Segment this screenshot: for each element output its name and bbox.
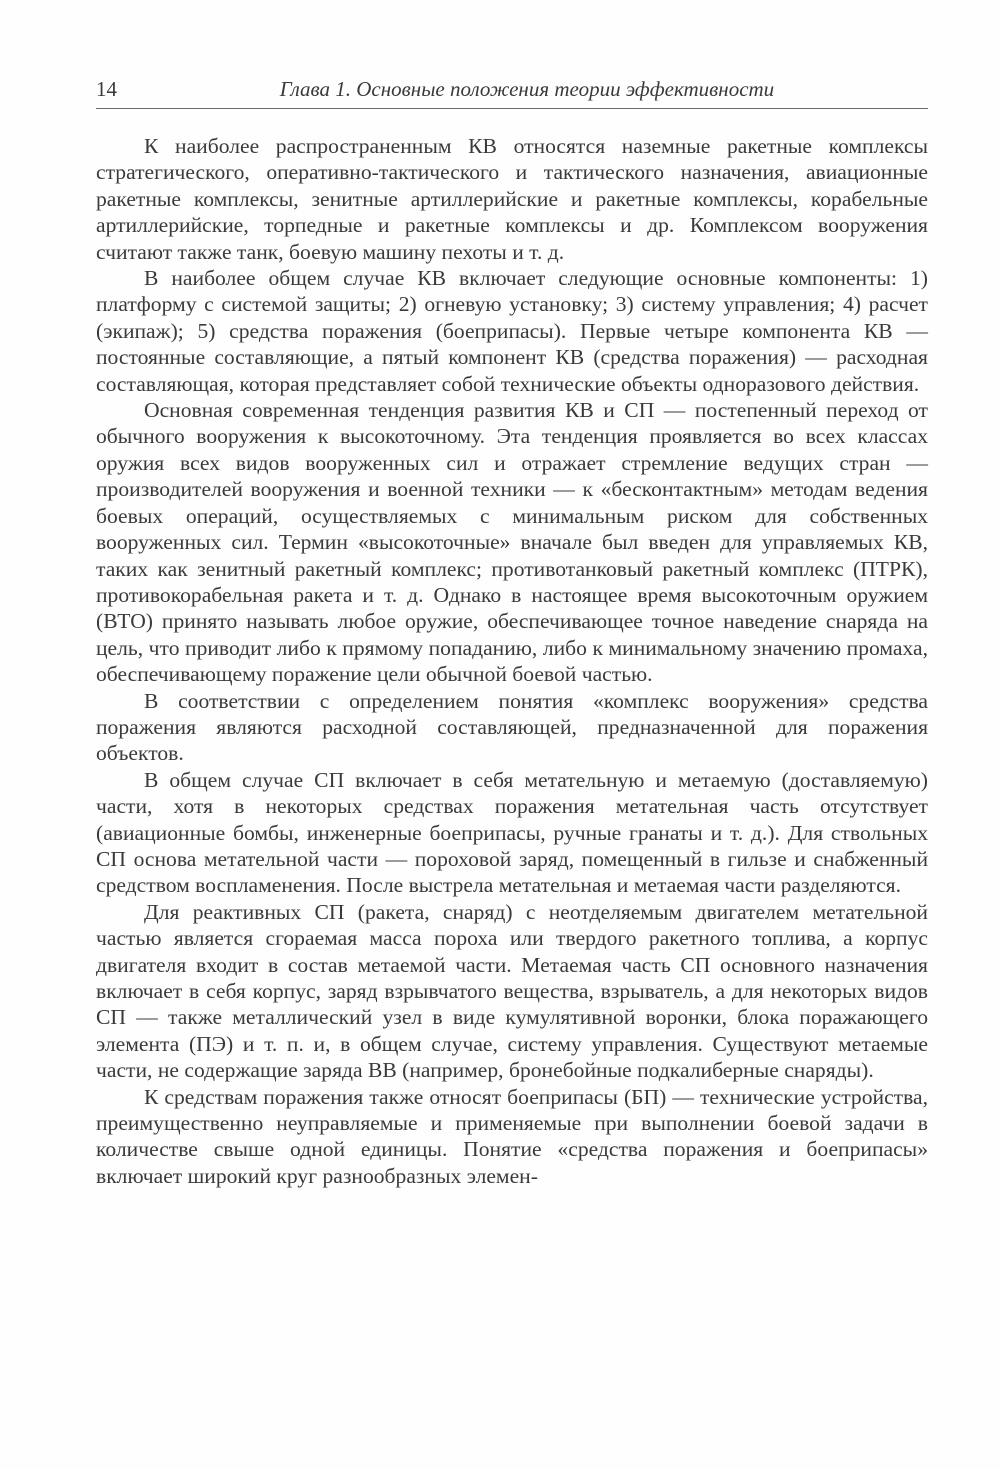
paragraph-2: В наиболее общем случае КВ включает следующие основные компоненты: 1) платформу с системой защиты; 2) огневую установку; 3) систему управления; 4) расчет (экипаж); 5) средства поражения (боеприпасы). Первые четыре компонента КВ — постоянные составляющие, а пятый компонент КВ (средства поражения) — расходная составляющая, которая представляет собой технические объекты одноразового действия. bbox=[96, 266, 928, 396]
paragraph-5: В общем случае СП включает в себя метательную и метаемую (доставляемую) части, хотя в некоторых средствах поражения метательная часть отсутствует (авиационные бомбы, инженерные боеприпасы, ручные гранаты и т. д.). Для ствольных СП основа метательной части — пороховой заряд, помещенный в гильзе и снабженный средством воспламенения. После выстрела метательная и метаемая части разделяются. bbox=[96, 767, 928, 898]
paragraph-1: К наиболее распространенным КВ относятся наземные ракетные комплексы стратегического, оперативно-тактического и тактического назначения, авиационные ракетные комплексы, зенитные артиллерийские и ракетные комплексы, корабельные артиллерийские, торпедные и ракетные комплексы и др. Комплексом вооружения считают также танк, боевую машину пехоты и т. д. bbox=[96, 134, 928, 264]
paragraph-6: Для реактивных СП (ракета, снаряд) с неотделяемым двигателем метательной частью является сгораемая масса пороха или твердого ракетного топлива, а корпус двигателя входит в состав метаемой части. Метаемая часть СП основного назначения включает в себя корпус, заряд взрывчатого вещества, взрыватель, а для некоторых видов СП — также металлический узел в виде кумулятивной воронки, блока поражающего элемента (ПЭ) и т. п. и, в общем случае, систему управления. Существуют метаемые части, не содержащие заряда ВВ (например, бронебойные подкалиберные снаряды). bbox=[96, 899, 928, 1083]
body-text bbox=[96, 133, 928, 1189]
chapter-title: Глава 1. Основные положения теории эффективности bbox=[279, 77, 775, 101]
paragraph-3: Основная современная тенденция развития КВ и СП — постепенный переход от обычного вооружения к высокоточному. Эта тенденция проявляется во всех классах оружия всех видов вооруженных сил и отражает стремление ведущих стран — производителей вооружения и военной техники — к «бесконтактным» методам ведения боевых операций, осуществляемых с минимальным риском для собственных вооруженных сил. Термин «высокоточные» вначале был введен для управляемых КВ, таких как зенитный ракетный комплекс; противотанковый ракетный комплекс (ПТРК), противокорабельная ракета и т. д. Однако в настоящее время высокоточным оружием (ВТО) принято называть любое оружие, обеспечивающее точное наведение снаряда на цель, что приводит либо к прямому попаданию, либо к минимальному значению промаха, обеспечивающему поражение цели обычной боевой частью. bbox=[96, 398, 928, 687]
paragraph-4: В соответствии с определением понятия «комплекс вооружения» средства поражения являются расходной составляющей, предназначенной для поражения объектов. bbox=[96, 688, 928, 766]
running-header bbox=[96, 76, 928, 109]
page-number: 14 bbox=[96, 77, 117, 101]
paragraph-7: К средствам поражения также относят боеприпасы (БП) — технические устройства, преимущественно неуправляемые и применяемые при выполнении боевой задачи в количестве свыше одной единицы. Понятие «средства поражения и боеприпасы» включает широкий круг разнообразных элемен- bbox=[96, 1084, 928, 1188]
